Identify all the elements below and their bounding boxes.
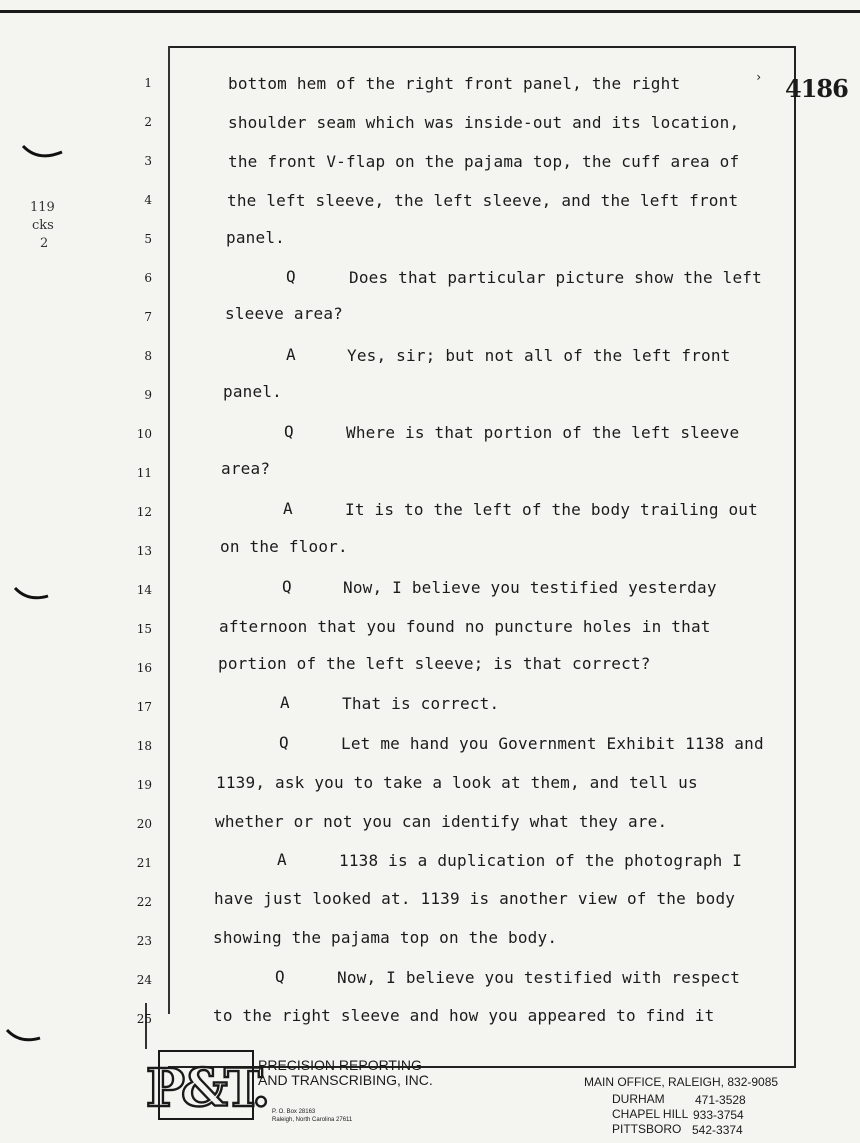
firm-name xyxy=(258,1058,433,1088)
line-number: 18 xyxy=(136,739,152,753)
line-text: 1138 is a duplication of the photograph I xyxy=(339,851,743,870)
line-number: 1 xyxy=(144,76,152,90)
firm-line-2: AND TRANSCRIBING, INC. xyxy=(258,1072,433,1088)
punch-hole-mark xyxy=(20,140,65,162)
office-city: CHAPEL HILL xyxy=(612,1107,689,1121)
firm-address xyxy=(272,1108,352,1124)
line-number: 21 xyxy=(136,856,152,870)
line-text: have just looked at. 1139 is another view of the body xyxy=(214,889,736,908)
line-number: 14 xyxy=(136,583,152,597)
line-text: Where is that portion of the left sleeve xyxy=(346,423,740,442)
punch-hole-mark xyxy=(12,582,52,604)
office-phone: 471-3528 xyxy=(695,1093,746,1107)
line-text: 1139, ask you to take a look at them, and tell us xyxy=(216,773,698,792)
line-number: 11 xyxy=(136,466,152,480)
top-rule xyxy=(0,10,860,13)
line-number: 7 xyxy=(144,310,152,324)
line-number: 19 xyxy=(136,778,152,792)
page-number: 4186 xyxy=(785,74,848,103)
punch-hole-mark xyxy=(4,1024,44,1046)
line-number: 22 xyxy=(136,895,152,909)
address-line-1: P. O. Box 28163 xyxy=(272,1109,316,1115)
line-text: panel. xyxy=(223,382,282,401)
line-number: 10 xyxy=(136,427,152,441)
office-city: DURHAM xyxy=(612,1092,665,1106)
line-text: sleeve area? xyxy=(225,304,343,323)
line-number: 3 xyxy=(144,154,152,168)
speaker-label: A xyxy=(286,345,296,364)
line-text: portion of the left sleeve; is that correct? xyxy=(218,654,651,673)
line-number: 13 xyxy=(136,544,152,558)
frame-left-rule xyxy=(168,46,170,1014)
office-city: PITTSBORO xyxy=(612,1122,682,1136)
speaker-label: A xyxy=(277,850,287,869)
line-text: Now, I believe you testified with respect xyxy=(337,968,741,987)
line-text: the front V-flap on the pajama top, the cuff area of xyxy=(228,152,740,171)
line-number: 15 xyxy=(136,622,152,636)
line-text: Does that particular picture show the left xyxy=(349,268,762,287)
line-text: Yes, sir; but not all of the left front xyxy=(347,346,731,365)
line-text: bottom hem of the right front panel, the right xyxy=(228,74,681,93)
speaker-label: Q xyxy=(286,267,296,286)
speaker-label: Q xyxy=(284,422,294,441)
line-number: 4 xyxy=(144,193,152,207)
frame-left-rule-lower xyxy=(145,1003,147,1049)
line-text: showing the pajama top on the body. xyxy=(213,928,558,947)
speaker-label: Q xyxy=(282,577,292,596)
logo-text: P&T. xyxy=(145,1058,267,1119)
speaker-label: Q xyxy=(279,733,289,752)
line-text: afternoon that you found no puncture holes in that xyxy=(219,617,711,636)
firm-line-1: PRECISION REPORTING xyxy=(258,1057,422,1073)
line-text: on the floor. xyxy=(220,537,348,556)
line-text: It is to the left of the body trailing out xyxy=(345,500,758,519)
main-office: MAIN OFFICE, RALEIGH, 832-9085 xyxy=(584,1075,779,1089)
margin-note: 119 xyxy=(30,200,55,215)
line-number: 5 xyxy=(144,232,152,246)
speaker-label: A xyxy=(283,499,293,518)
speaker-label: Q xyxy=(275,967,285,986)
line-text: area? xyxy=(221,459,271,478)
line-text: That is correct. xyxy=(342,694,500,713)
line-number: 23 xyxy=(136,934,152,948)
line-number: 6 xyxy=(144,271,152,285)
office-phone: 542-3374 xyxy=(692,1123,743,1137)
line-number: 8 xyxy=(144,349,152,363)
address-line-2: Raleigh, North Carolina 27611 xyxy=(272,1117,353,1123)
line-text: shoulder seam which was inside-out and its location, xyxy=(228,113,740,132)
line-number: 17 xyxy=(136,700,152,714)
line-text: to the right sleeve and how you appeared to find it xyxy=(213,1006,715,1025)
office-phone: 933-3754 xyxy=(693,1108,744,1122)
line-text: Let me hand you Government Exhibit 1138 and xyxy=(341,734,764,753)
line-number: 9 xyxy=(144,388,152,402)
line-number: 20 xyxy=(136,817,152,831)
line-number: 16 xyxy=(136,661,152,675)
line-number: 12 xyxy=(136,505,152,519)
line-number: 2 xyxy=(144,115,152,129)
tick-mark: › xyxy=(755,70,763,84)
line-number: 24 xyxy=(136,973,152,987)
line-text: whether or not you can identify what they are. xyxy=(215,812,668,831)
margin-note: cks xyxy=(32,218,54,233)
line-text: Now, I believe you testified yesterday xyxy=(343,578,717,597)
reporter-logo xyxy=(145,1050,267,1124)
speaker-label: A xyxy=(280,693,290,712)
line-text: panel. xyxy=(226,228,285,247)
line-text: the left sleeve, the left sleeve, and the left front xyxy=(227,191,739,210)
margin-note: 2 xyxy=(40,236,49,251)
line-number: 25 xyxy=(136,1012,152,1026)
